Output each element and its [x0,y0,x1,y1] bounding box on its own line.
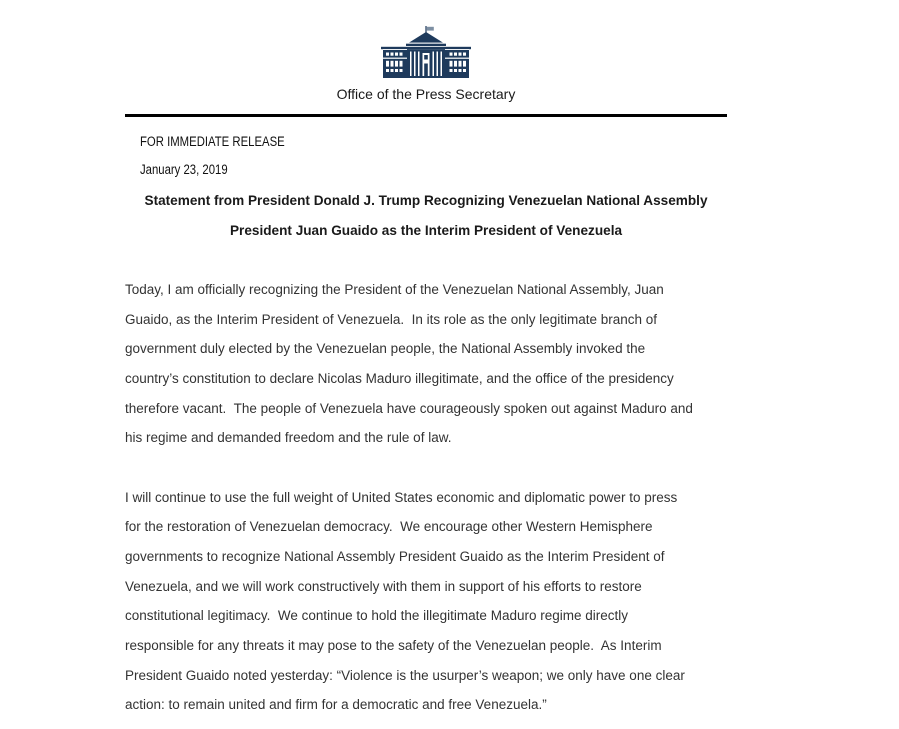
paragraph-line: his regime and demanded freedom and the rule of law. [125,430,452,446]
paragraph-line: for the restoration of Venezuelan democracy. We encourage other Western Hemisphere [125,519,653,535]
paragraph-line: Today, I am officially recognizing the President of the Venezuelan National Assembly, Juan [125,282,664,297]
statement-title [125,186,727,245]
paragraph [125,275,735,453]
paragraph-line: constitutional legitimacy. We continue to hold the illegitimate Maduro regime directly [125,608,628,624]
paragraph-line: President Guaido noted yesterday: “Violence is the usurper’s weapon; we only have one clear [125,667,685,683]
paragraph-line: country’s constitution to declare Nicolas Maduro illegitimate, and the office of the presidency [125,370,674,386]
white-house-icon [376,26,476,83]
paragraph-line: responsible for any threats it may pose to the safety of the Venezuelan people. As Interim [125,637,662,653]
paragraph-line: I will continue to use the full weight of United States economic and diplomatic power to press [125,489,678,505]
paragraph-line: Venezuela, and we will work constructively with them in support of his efforts to restore [125,578,642,594]
paragraph-line: therefore vacant. The people of Venezuela have courageously spoken out against Maduro and [125,400,693,416]
paragraph-line: action: to remain united and firm for a democratic and free Venezuela.” [125,697,547,713]
statement-title-line: President Juan Guaido as the Interim President of Venezuela [229,222,623,238]
statement-body [125,275,735,729]
release-date: January 23, 2019 [140,162,228,177]
office-of-press-secretary-label: Office of the Press Secretary [336,86,516,102]
paragraph-line: governments to recognize National Assembly President Guaido as the Interim President of [125,548,665,564]
paragraph-line: Guaido, as the Interim President of Venezuela. In its role as the only legitimate branch of [125,311,658,327]
logo-container [125,26,727,83]
for-immediate-release-label: FOR IMMEDIATE RELEASE [140,134,285,149]
header-divider-rule [125,114,727,117]
paragraph-line: government duly elected by the Venezuelan people, the National Assembly invoked the [125,341,646,357]
paragraph [125,483,735,720]
statement-title-line: Statement from President Donald J. Trump Recognizing Venezuelan National Assembly [144,193,708,208]
